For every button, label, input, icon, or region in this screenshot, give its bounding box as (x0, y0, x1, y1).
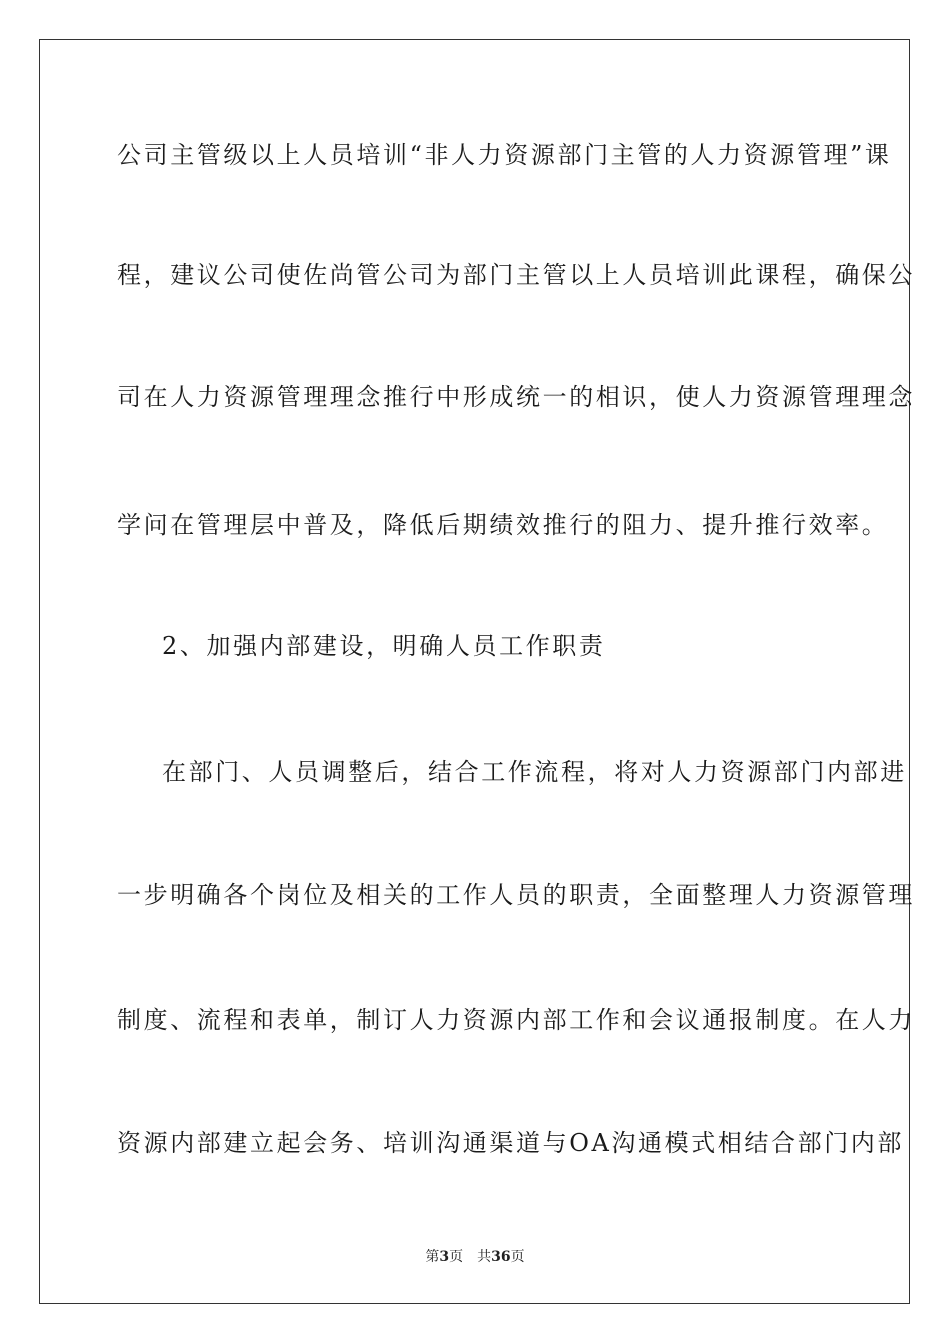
footer-page-suffix: 页 (449, 1249, 464, 1265)
body-text-line-3: 司在人力资源管理理念推行中形成统一的相识，使人力资源管理理念 (117, 383, 915, 411)
footer-total-prefix: 共 (477, 1249, 492, 1265)
page-footer (0, 1248, 950, 1266)
section-heading: 2、加强内部建设，明确人员工作职责 (162, 632, 606, 660)
body-text-line-1: 公司主管级以上人员培训“非人力资源部门主管的人力资源管理”课 (117, 141, 892, 169)
page-border (39, 39, 915, 1304)
body-text-line-9: 资源内部建立起会务、培训沟通渠道与OA沟通模式相结合部门内部 (117, 1129, 905, 1157)
footer-page-prefix: 第 (425, 1249, 440, 1265)
body-text-line-8: 制度、流程和表单，制订人力资源内部工作和会议通报制度。在人力 (117, 1006, 915, 1034)
body-text-line-2: 程，建议公司使佐尚管公司为部门主管以上人员培训此课程，确保公 (117, 261, 915, 289)
footer-total-suffix: 页 (510, 1249, 525, 1265)
body-text-line-4: 学问在管理层中普及，降低后期绩效推行的阻力、提升推行效率。 (117, 511, 889, 539)
body-text-line-6: 在部门、人员调整后，结合工作流程，将对人力资源部门内部进 (162, 758, 907, 786)
footer-page-number: 3 (439, 1249, 450, 1265)
footer-total-pages: 36 (491, 1249, 511, 1265)
body-text-line-7: 一步明确各个岗位及相关的工作人员的职责，全面整理人力资源管理 (117, 881, 915, 909)
